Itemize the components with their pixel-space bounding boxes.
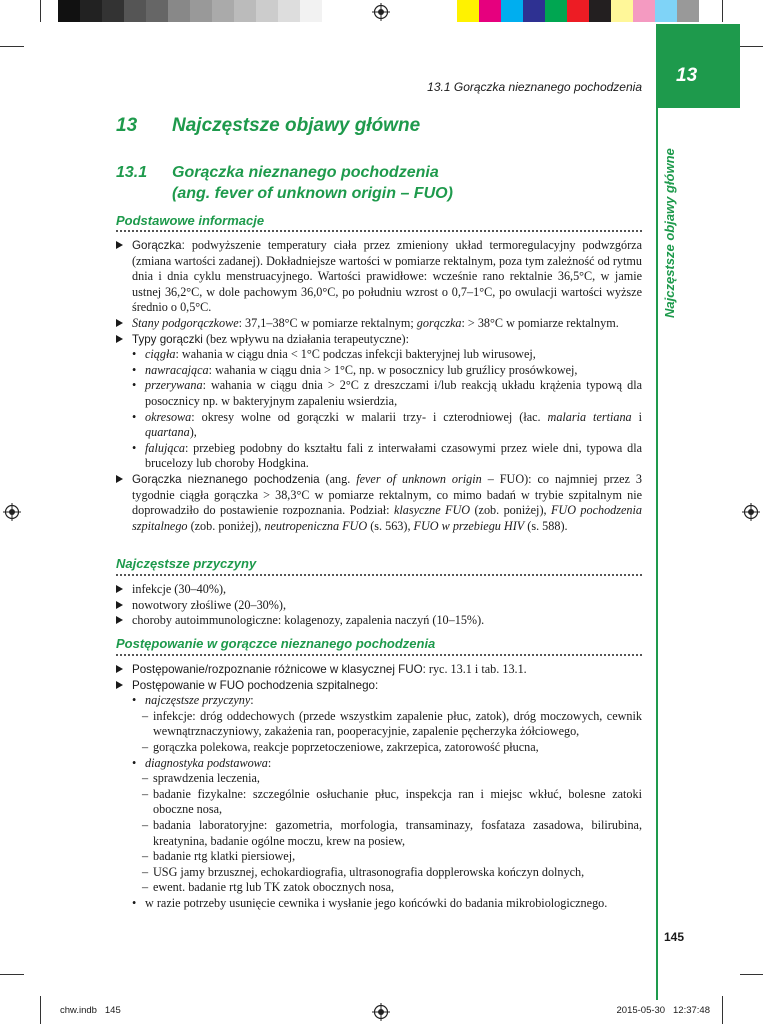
term: najczęstsze przyczyny — [145, 693, 251, 708]
term: ciągła — [145, 347, 176, 362]
list-item: • w razie potrzeby usunięcie cewnika i wysłanie jego końcówki do badania mikrobiologicznego. — [132, 895, 608, 910]
dotted-divider — [116, 574, 642, 576]
color-swatch — [611, 0, 633, 22]
gray-swatch — [300, 0, 322, 22]
chapter-number: 13 — [116, 115, 138, 136]
color-swatch — [655, 0, 677, 22]
color-swatch — [589, 0, 611, 22]
list-item: – sprawdzenia leczenia, — [142, 771, 260, 786]
term: Postępowanie/rozpoznanie różnicowe w klasycznej FUO: — [132, 663, 426, 676]
triangle-bullet-icon — [116, 241, 123, 249]
running-title-rule — [116, 102, 656, 103]
item-text: ewent. badanie rtg lub TK zatok obocznych nosa, — [153, 880, 395, 895]
item-text: USG jamy brzusznej, echokardiografia, ultrasonografia dopplerowska kończyn dolnych, — [153, 864, 585, 879]
gray-swatch — [124, 0, 146, 22]
gray-swatch — [234, 0, 256, 22]
list-item — [116, 238, 642, 316]
item-text: (s. 563), — [367, 518, 414, 533]
list-item: • okresowa: okresy wolne od gorączki w malarii trzy- i czterodniowej (łac. malaria tertiana i quartana), — [132, 409, 642, 440]
item-text: sprawdzenia leczenia, — [153, 771, 260, 786]
list-item: – badanie rtg klatki piersiowej, — [142, 849, 296, 864]
color-swatch — [567, 0, 589, 22]
item-text: (ang. — [319, 471, 357, 486]
color-swatch — [633, 0, 655, 22]
list-item: – badania laboratoryjne: gazometria, morfologia, transaminazy, fosfataza zasadowa, bilirubina, kreatynina, badanie ogólne moczu, krew na posiew, — [142, 817, 642, 848]
chapter-title: Najczęstsze objawy główne — [172, 115, 421, 136]
registration-mark-icon — [3, 503, 21, 521]
term: Postępowanie w FUO pochodzenia szpitalnego: — [132, 678, 379, 692]
list-item — [116, 316, 642, 332]
color-swatch — [457, 0, 479, 22]
term: falująca — [145, 440, 185, 455]
list-item: • nawracająca: wahania w ciągu dnia > 1°C, np. w posocznicy lub gruźlicy prosówkowej, — [132, 362, 578, 377]
gray-swatch — [256, 0, 278, 22]
list-item — [116, 582, 642, 598]
item-text: : wahania w ciągu dnia > 2°C z dreszczami i/lub reakcją układu krążenia typową dla posocznicy np. w bakteryjnym zapaleniu wsierdzia, — [145, 378, 642, 408]
gray-swatch — [168, 0, 190, 22]
item-text: i — [631, 409, 642, 424]
term: Typy gorączki — [132, 332, 203, 346]
list-item — [116, 662, 642, 678]
causes-block — [116, 582, 642, 629]
color-calibration-bar — [457, 0, 699, 22]
list-item: • diagnostyka podstawowa: — [132, 755, 272, 770]
item-text: gorączka polekowa, reakcje poprzetoczeniowe, zakrzepica, zatorowość płucna, — [153, 739, 539, 754]
item-text: (s. 588). — [524, 518, 568, 533]
crop-mark — [722, 0, 723, 22]
term: FUO pochodzenia szpitalnego — [132, 503, 642, 533]
running-title: 13.1 Gorączka nieznanego pochodzenia — [427, 80, 642, 94]
gray-swatch — [190, 0, 212, 22]
list-item: – ewent. badanie rtg lub TK zatok obocznych nosa, — [142, 880, 395, 895]
list-item — [116, 472, 642, 534]
dotted-divider — [116, 230, 642, 232]
item-text: infekcje: dróg oddechowych (przede wszystkim zapalenie płuc, zatok), dróg moczowych, cewnik wewnątrznaczyniowy, zakażenia ran, pooperacyjnie, zapalenie pęcherzyka żółciowego, — [153, 708, 642, 739]
list-item: • ciągła: wahania w ciągu dnia < 1°C podczas infekcji bakteryjnej lub wirusowej, — [132, 347, 536, 362]
side-rule — [656, 108, 658, 1000]
subsection-heading: Postępowanie w gorączce nieznanego pochodzenia — [116, 636, 436, 651]
term: klasyczne FUO — [393, 503, 471, 518]
list-item: • najczęstsze przyczyny: — [132, 693, 254, 708]
list-item: – infekcje: dróg oddechowych (przede wszystkim zapalenie płuc, zatok), dróg moczowych, cewnik wewnątrznaczyniowy, zakażenia ran, pooperacyjnie, zapalenie pęcherzyka żółciowego, — [142, 708, 642, 739]
item-text: ryc. 13.1 i tab. 13.1. — [425, 662, 527, 676]
gray-swatch — [58, 0, 80, 22]
list-item — [116, 613, 642, 629]
crop-mark — [0, 974, 24, 975]
list-item: • falująca: przebieg podobny do kształtu fali z interwałami czasowymi przez wiele dni, typowa dla brucelozy lub choroby Hodgkina. — [132, 440, 642, 471]
list-item — [116, 598, 642, 614]
item-text: : okresy wolne od gorączki w malarii trzy- i czterodniowej (łac. — [191, 409, 548, 424]
item-text: badanie fizykalne: szczególnie osłuchanie płuc, inspekcja ran i miejsc wkłuć, bolesne zatoki oboczne nosa, — [153, 786, 642, 817]
term: nawracająca — [145, 362, 209, 377]
triangle-bullet-icon — [116, 681, 123, 689]
crop-mark — [40, 0, 41, 22]
crop-mark — [0, 46, 24, 47]
item-text: : 37,1–38°C w pomiarze rektalnym; — [238, 315, 417, 330]
item-text: badania laboratoryjne: gazometria, morfologia, transaminazy, fosfataza zasadowa, bilirubina, kreatynina, badanie ogólne moczu, krew na posiew, — [153, 817, 642, 848]
item-text: badanie rtg klatki piersiowej, — [153, 849, 296, 864]
chapter-tab — [656, 24, 740, 108]
color-swatch — [479, 0, 501, 22]
gray-swatch — [212, 0, 234, 22]
basic-info-block — [116, 238, 642, 534]
item-text: nowotwory złośliwe (20–30%), — [132, 597, 287, 612]
subsection-heading: Podstawowe informacje — [116, 213, 265, 228]
triangle-bullet-icon — [116, 319, 123, 327]
term: Stany podgorączkowe — [132, 315, 239, 330]
term: Gorączka: — [132, 239, 185, 252]
item-text: – FUO): co najmniej przez 3 tygodnie ciągła gorączka > 38,3°C w pomiarze rektalnym, co mimo badań w trybie szpitalnym nie doprowadziło do postawienie rozpoznania. Podział: — [132, 471, 643, 518]
dotted-divider — [116, 654, 642, 656]
crop-mark — [722, 996, 723, 1024]
subsection-heading: Najczęstsze przyczyny — [116, 556, 257, 571]
term: quartana — [145, 425, 190, 440]
item-text: (zob. poniżej), — [187, 518, 265, 533]
item-text: : wahania w ciągu dnia < 1°C podczas infekcji bakteryjnej lub wirusowej, — [175, 347, 536, 362]
page-number: 145 — [664, 930, 685, 944]
triangle-bullet-icon — [116, 475, 123, 483]
list-item: – gorączka polekowa, reakcje poprzetoczeniowe, zakrzepica, zatorowość płucna, — [142, 739, 539, 754]
term: neutropeniczna FUO — [264, 518, 368, 533]
registration-mark-icon — [742, 503, 760, 521]
gray-calibration-bar — [58, 0, 322, 22]
list-item — [116, 678, 642, 694]
list-item — [116, 332, 642, 348]
triangle-bullet-icon — [116, 585, 123, 593]
term: Gorączka nieznanego pochodzenia — [132, 472, 320, 486]
item-text: infekcje (30–40%), — [132, 582, 227, 596]
list-item: • przerywana: wahania w ciągu dnia > 2°C z dreszczami i/lub reakcją układu krążenia typową dla posocznicy np. w bakteryjnym zapaleniu wsierdzia, — [132, 378, 642, 408]
term: przerywana — [145, 378, 203, 393]
triangle-bullet-icon — [116, 665, 123, 673]
side-title: Najczęstsze objawy główne — [662, 148, 677, 318]
term: fever of unknown origin — [356, 471, 482, 486]
triangle-bullet-icon — [116, 335, 123, 343]
color-swatch — [523, 0, 545, 22]
gray-swatch — [146, 0, 168, 22]
term: FUO w przebiegu HIV — [413, 518, 525, 533]
crop-mark — [40, 996, 41, 1024]
item-text: podwyższenie temperatury ciała przez zmieniony układ termoregulacyjny podwzgórza (zmiana wartości zadanej). Dokładniejsze wartości w pomiarze rektalnym, poza tym zależność od rytmu dnia i dnia cyklu menstruacyjnego. Wartości prawidłowe: wcześnie rano rektalnie 36,5°C, w jamie ustnej 36,2°C, w dole pachowym 36,0°C, po południu wzrost o 0,7–1°C, po owulacji wartości wyższe średnio o 0,5°C. — [132, 238, 642, 315]
item-text: : przebieg podobny do kształtu fali z interwałami czasowymi przez wiele dni, typowa dla brucelozy lub choroby Hodgkina. — [145, 440, 642, 471]
crop-mark — [740, 46, 763, 47]
gray-swatch — [278, 0, 300, 22]
term: diagnostyka podstawowa — [145, 755, 268, 770]
color-swatch — [545, 0, 567, 22]
list-item: – badanie fizykalne: szczególnie osłuchanie płuc, inspekcja ran i miejsc wkłuć, bolesne zatoki oboczne nosa, — [142, 786, 642, 817]
item-text: (bez wpływu na działania terapeutyczne): — [202, 331, 409, 346]
registration-mark-icon — [372, 3, 390, 21]
item-text: ), — [189, 425, 197, 440]
crop-mark — [740, 974, 763, 975]
list-item: – USG jamy brzusznej, echokardiografia, ultrasonografia dopplerowska kończyn dolnych, — [142, 864, 585, 879]
item-text: w razie potrzeby usunięcie cewnika i wysłanie jego końcówki do badania mikrobiologicznego. — [145, 895, 608, 910]
color-swatch — [501, 0, 523, 22]
triangle-bullet-icon — [116, 616, 123, 624]
term: okresowa — [145, 409, 192, 424]
chapter-tab-number: 13 — [676, 65, 698, 86]
gray-swatch — [80, 0, 102, 22]
section-title-line1: Gorączka nieznanego pochodzenia — [172, 164, 439, 181]
management-block — [116, 662, 642, 912]
section-number: 13.1 — [116, 164, 148, 181]
item-text: : wahania w ciągu dnia > 1°C, np. w posocznicy lub gruźlicy prosówkowej, — [208, 362, 578, 377]
color-swatch — [677, 0, 699, 22]
item-text: choroby autoimmunologiczne: kolagenozy, zapalenia naczyń (10–15%). — [132, 613, 485, 628]
registration-mark-icon — [372, 1003, 390, 1021]
item-text: : > 38°C w pomiarze rektalnym. — [461, 315, 619, 330]
item-text: (zob. poniżej), — [470, 503, 551, 518]
gray-swatch — [102, 0, 124, 22]
triangle-bullet-icon — [116, 601, 123, 609]
section-title-line2: (ang. fever of unknown origin – FUO) — [172, 185, 453, 202]
timestamp-slug: 2015-05-30 12:37:48 — [616, 1005, 710, 1016]
term: gorączka — [416, 315, 462, 330]
term: malaria tertiana — [547, 409, 632, 424]
file-slug: chw.indb 145 — [60, 1005, 121, 1016]
